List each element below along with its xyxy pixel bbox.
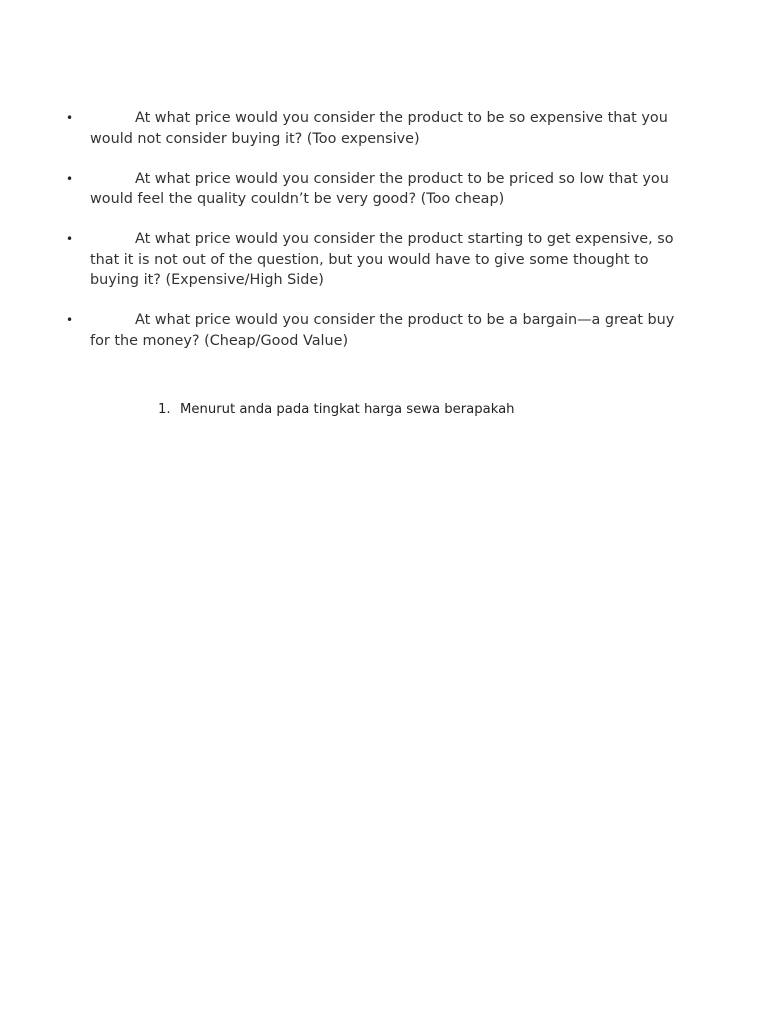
question-bullet-list: [0, 108, 768, 371]
list-item: [0, 169, 680, 210]
list-number: 1.: [158, 402, 171, 417]
bullet-icon: •: [66, 313, 74, 327]
list-item: [0, 310, 680, 351]
list-item: [0, 229, 680, 291]
numbered-question-list: [0, 400, 515, 420]
bullet-text: At what price would you consider the product to be a bargain—a great buy for the money? (Cheap/Good Value): [90, 312, 675, 349]
numbered-item-text: Menurut anda pada tingkat harga sewa berapakah: [180, 402, 515, 417]
bullet-text: At what price would you consider the product to be so expensive that you would not consider buying it? (Too expensive): [90, 110, 668, 147]
bullet-icon: •: [66, 111, 74, 125]
bullet-icon: •: [66, 232, 74, 246]
numbered-item: [0, 400, 515, 420]
list-item: [0, 108, 680, 149]
bullet-text: At what price would you consider the product to be priced so low that you would feel the quality couldn’t be very good? (Too cheap): [90, 170, 669, 207]
bullet-text: At what price would you consider the product starting to get expensive, so that it is not out of the question, but you would have to give some thought to buying it? (Expensive/High Side): [90, 231, 674, 288]
bullet-icon: •: [66, 171, 74, 186]
